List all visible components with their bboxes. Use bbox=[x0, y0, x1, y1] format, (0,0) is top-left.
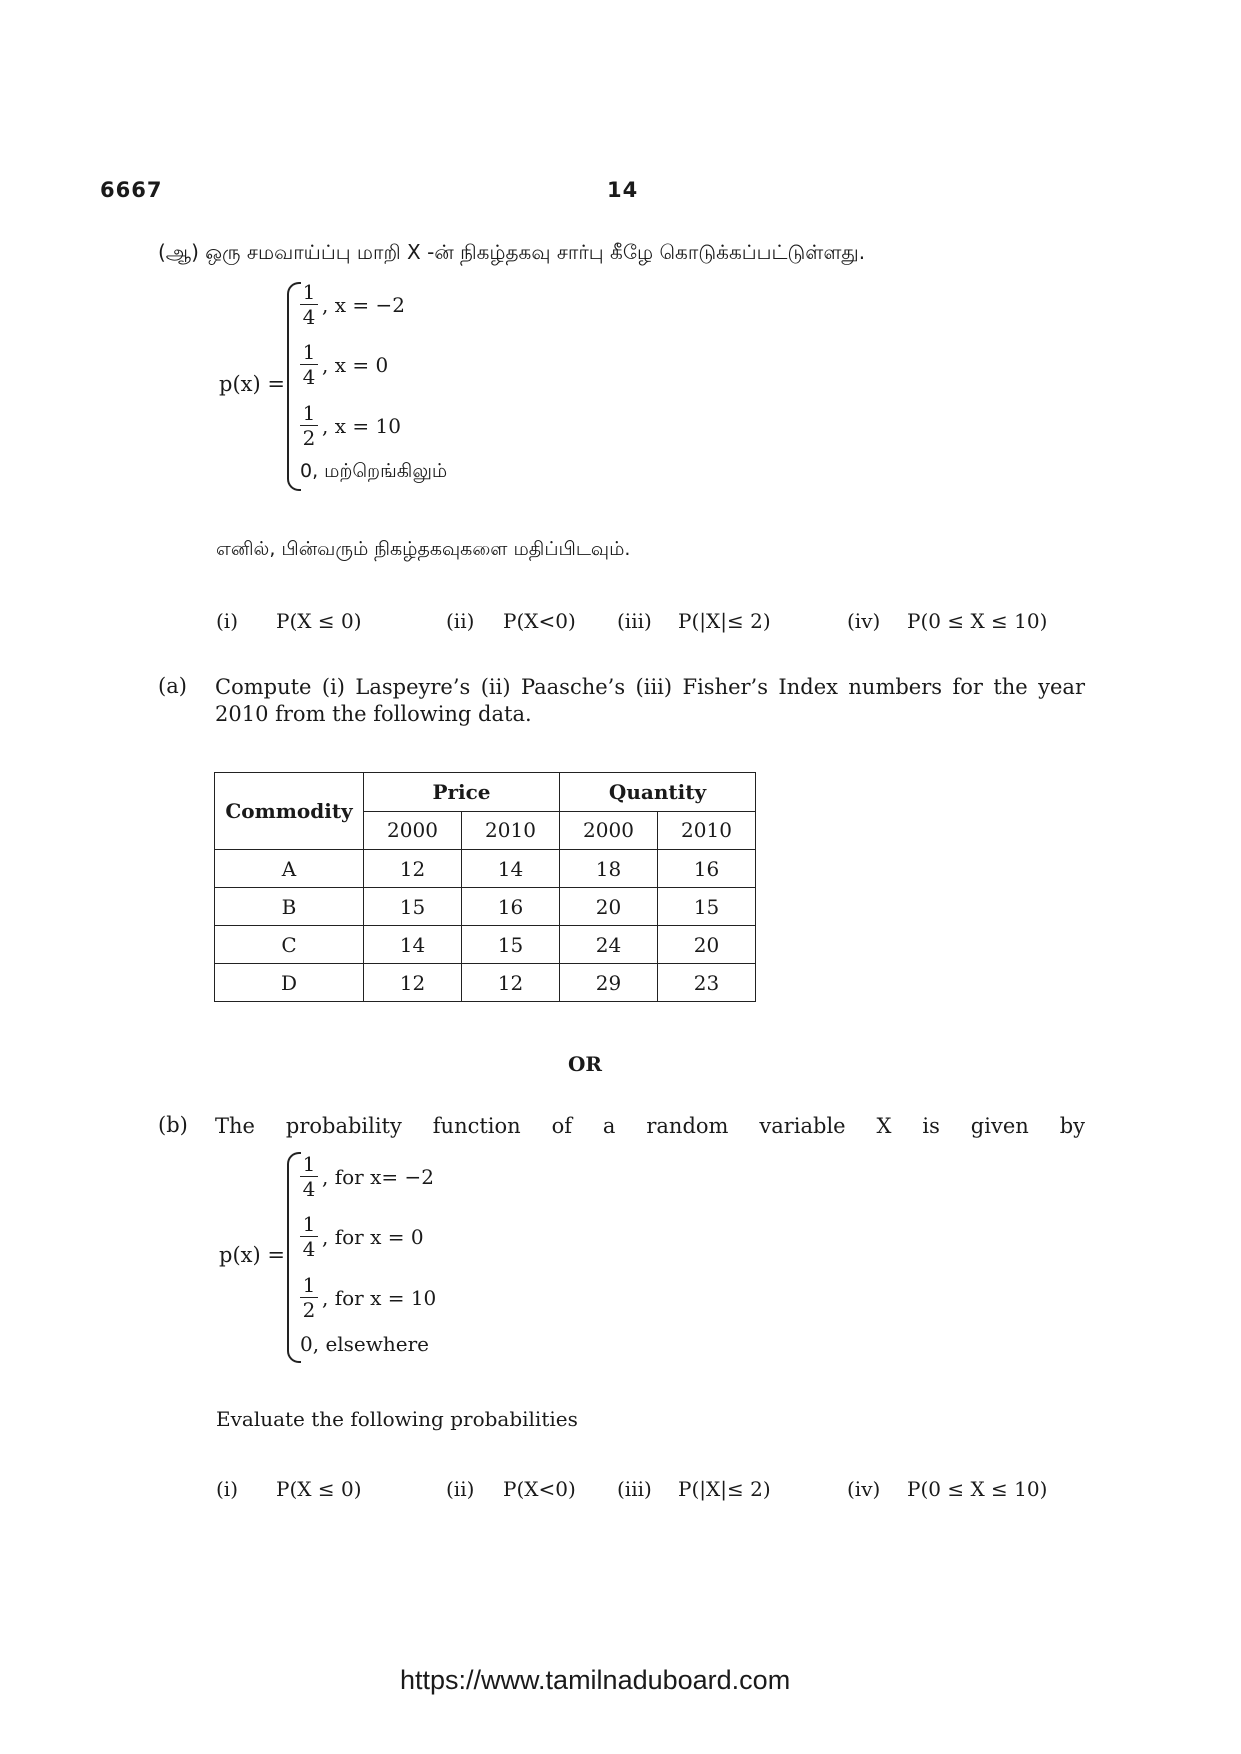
year-header: 2000 bbox=[364, 811, 462, 850]
table-cell: 20 bbox=[658, 926, 756, 964]
table-cell: 14 bbox=[364, 926, 462, 964]
table-cell: C bbox=[215, 926, 364, 964]
table-cell: 12 bbox=[364, 850, 462, 888]
tamil-prob-3-expr: P(|X|≤ 2) bbox=[678, 609, 771, 633]
english-case-2-fraction bbox=[300, 1212, 318, 1261]
tamil-otherwise: 0, மற்றெங்கிலும் bbox=[300, 460, 448, 482]
english-case-2-num: 1 bbox=[300, 1212, 318, 1237]
english-px-label: p(x) = bbox=[219, 1243, 285, 1267]
english-prob-1-label: (i) bbox=[216, 1477, 239, 1501]
table-cell: 24 bbox=[560, 926, 658, 964]
english-brace bbox=[287, 1152, 301, 1363]
tamil-px-label: p(x) = bbox=[219, 372, 285, 396]
page-number: 14 bbox=[607, 178, 639, 202]
tamil-case-1-fraction bbox=[300, 280, 318, 329]
english-case-3-cond: , for x = 10 bbox=[322, 1286, 437, 1310]
commodity-header: Commodity bbox=[215, 773, 364, 850]
part-b-label: (b) bbox=[158, 1113, 188, 1137]
tamil-case-2-cond: , x = 0 bbox=[322, 353, 389, 377]
english-case-2-den: 4 bbox=[302, 1237, 316, 1261]
english-prob-4-expr: P(0 ≤ X ≤ 10) bbox=[907, 1477, 1048, 1501]
tamil-prob-1-label: (i) bbox=[216, 609, 239, 633]
table-row bbox=[215, 964, 756, 1002]
table-cell: 14 bbox=[462, 850, 560, 888]
tamil-case-2-den: 4 bbox=[302, 365, 316, 389]
english-case-1-cond: , for x= −2 bbox=[322, 1165, 434, 1189]
english-otherwise: 0, elsewhere bbox=[300, 1332, 430, 1356]
year-header: 2010 bbox=[462, 811, 560, 850]
tamil-case-1-cond: , x = −2 bbox=[322, 293, 405, 317]
index-data-table bbox=[214, 772, 756, 1002]
tamil-case-3-den: 2 bbox=[302, 426, 316, 450]
table-cell: 16 bbox=[462, 888, 560, 926]
tamil-question-intro: (ஆ) ஒரு சமவாய்ப்பு மாறி X -ன் நிகழ்தகவு சார்பு கீழே கொடுக்கப்பட்டுள்ளது. bbox=[158, 240, 866, 264]
english-case-1-fraction bbox=[300, 1152, 318, 1201]
part-a-text: Compute (i) Laspeyre’s (ii) Paasche’s (iii) Fisher’s Index numbers for the year 2010 from the following data. bbox=[215, 675, 1085, 726]
english-prob-4-label: (iv) bbox=[847, 1477, 881, 1501]
tamil-instruction: எனில், பின்வரும் நிகழ்தகவுகளை மதிப்பிடவும். bbox=[216, 538, 631, 560]
english-instruction: Evaluate the following probabilities bbox=[216, 1407, 578, 1431]
tamil-prob-4-label: (iv) bbox=[847, 609, 881, 633]
english-prob-2-label: (ii) bbox=[446, 1477, 475, 1501]
tamil-prob-2-label: (ii) bbox=[446, 609, 475, 633]
table-cell: 12 bbox=[462, 964, 560, 1002]
year-header: 2000 bbox=[560, 811, 658, 850]
tamil-case-2-num: 1 bbox=[300, 340, 318, 365]
table-cell: 29 bbox=[560, 964, 658, 1002]
table-cell: 23 bbox=[658, 964, 756, 1002]
table-cell: B bbox=[215, 888, 364, 926]
tamil-prob-3-label: (iii) bbox=[617, 609, 652, 633]
tamil-prob-1-expr: P(X ≤ 0) bbox=[276, 609, 362, 633]
table-cell: 18 bbox=[560, 850, 658, 888]
english-case-1-num: 1 bbox=[300, 1152, 318, 1177]
paper-code: 6667 bbox=[100, 178, 163, 202]
tamil-case-1-num: 1 bbox=[300, 280, 318, 305]
table-row bbox=[215, 926, 756, 964]
tamil-prob-2-expr: P(X<0) bbox=[503, 609, 576, 633]
table-cell: 20 bbox=[560, 888, 658, 926]
english-case-2-cond: , for x = 0 bbox=[322, 1225, 424, 1249]
table-cell: 15 bbox=[462, 926, 560, 964]
tamil-case-3-fraction bbox=[300, 401, 318, 450]
tamil-case-3-cond: , x = 10 bbox=[322, 414, 401, 438]
english-prob-3-expr: P(|X|≤ 2) bbox=[678, 1477, 771, 1501]
tamil-case-2-fraction bbox=[300, 340, 318, 389]
tamil-case-3-num: 1 bbox=[300, 401, 318, 426]
quantity-header: Quantity bbox=[560, 773, 756, 812]
tamil-case-1-den: 4 bbox=[302, 305, 316, 329]
website-url: https://www.tamilnaduboard.com bbox=[400, 1665, 791, 1695]
english-case-3-fraction bbox=[300, 1273, 318, 1322]
part-b-text: The probability function of a random variable X is given by bbox=[215, 1114, 1085, 1138]
tamil-brace bbox=[287, 282, 301, 491]
table-row bbox=[215, 888, 756, 926]
year-header: 2010 bbox=[658, 811, 756, 850]
table-cell: A bbox=[215, 850, 364, 888]
table-cell: 16 bbox=[658, 850, 756, 888]
english-prob-1-expr: P(X ≤ 0) bbox=[276, 1477, 362, 1501]
or-divider: OR bbox=[568, 1052, 603, 1076]
table-row bbox=[215, 850, 756, 888]
table-cell: 12 bbox=[364, 964, 462, 1002]
table-cell: D bbox=[215, 964, 364, 1002]
english-prob-3-label: (iii) bbox=[617, 1477, 652, 1501]
table-cell: 15 bbox=[364, 888, 462, 926]
english-case-1-den: 4 bbox=[302, 1177, 316, 1201]
table-cell: 15 bbox=[658, 888, 756, 926]
english-prob-2-expr: P(X<0) bbox=[503, 1477, 576, 1501]
tamil-prob-4-expr: P(0 ≤ X ≤ 10) bbox=[907, 609, 1048, 633]
english-case-3-den: 2 bbox=[302, 1298, 316, 1322]
english-case-3-num: 1 bbox=[300, 1273, 318, 1298]
part-a-label: (a) bbox=[158, 674, 187, 698]
price-header: Price bbox=[364, 773, 560, 812]
